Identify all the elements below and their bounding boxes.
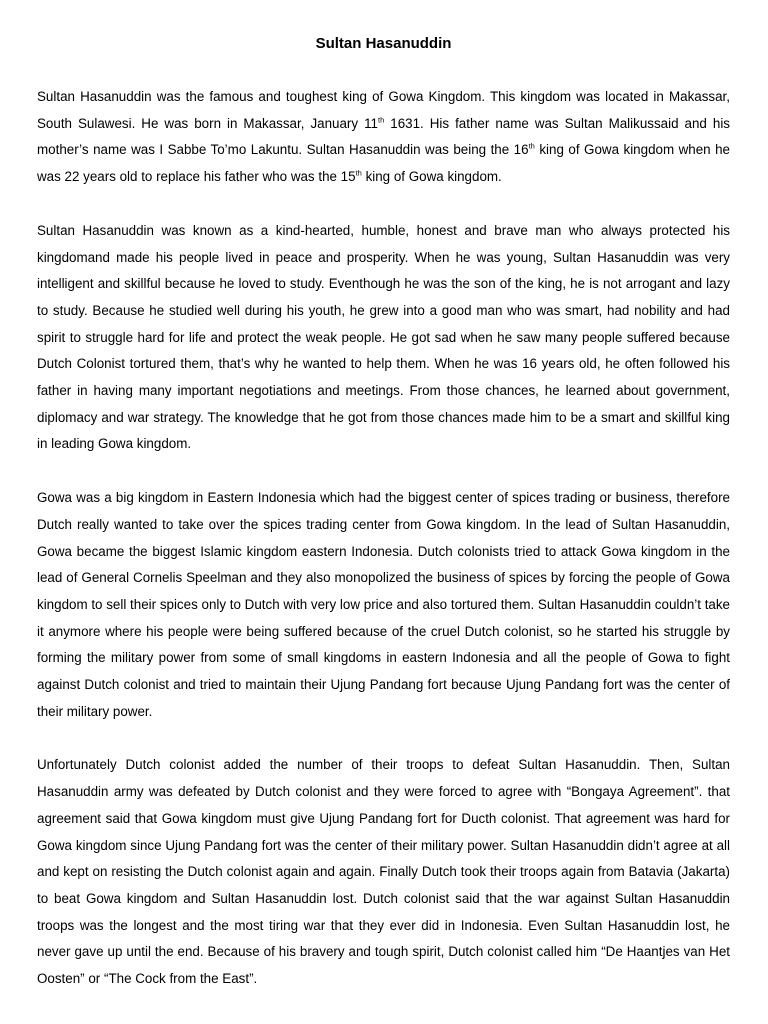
ordinal-suffix-1: th (377, 115, 385, 125)
document-title: Sultan Hasanuddin (315, 35, 452, 52)
paragraph-1-text-4: king of Gowa kingdom. (361, 169, 502, 185)
paragraph-1 (37, 84, 730, 191)
paragraph-1-text-3: king of Gowa kingdom when he was 22 years old to replace his father who was the 15 (37, 142, 730, 185)
ordinal-suffix-3: th (355, 168, 362, 178)
paragraph-1-text-2: 1631. His father name was Sultan Malikussaid and his mother’s name was I Sabbe To’mo Lakuntu. Sultan Hasanuddin was being the 16 (37, 115, 730, 158)
paragraph-3: Gowa was a big kingdom in Eastern Indonesia which had the biggest center of spices trading or business, therefore Dutch really wanted to take over the spices trading center from Gowa kingdom. In the lead of Sultan Hasanuddin, Gowa became the biggest Islamic kingdom eastern Indonesia. Dutch colonists tried to attack Gowa kingdom in the lead of General Cornelis Speelman and they also monopolized the business of spices by forcing the people of Gowa kingdom to sell their spices only to Dutch with very low price and also tortured them. Sultan Hasanuddin couldn’t take it anymore where his people were being suffered because of the cruel Dutch colonist, so he started his struggle by forming the military power from some of small kingdoms in eastern Indonesia and all the people of Gowa to fight against Dutch colonist and tried to maintain their Ujung Pandang fort because Ujung Pandang fort was the center of their military power. (37, 490, 730, 719)
paragraph-4: Unfortunately Dutch colonist added the number of their troops to defeat Sultan Hasanuddin. Then, Sultan Hasanuddin army was defeated by Dutch colonist and they were forced to agree with “Bongaya Agreement”. that agreement said that Gowa kingdom must give Ujung Pandang fort for Ducth colonist. That agreement was hard for Gowa kingdom since Ujung Pandang fort was the center of their military power. Sultan Hasanuddin didn’t agree at all and kept on resisting the Dutch colonist again and again. Finally Dutch took their troops again from Batavia (Jakarta) to beat Gowa kingdom and Sultan Hasanuddin lost. Dutch colonist said that the war against Sultan Hasanuddin troops was the longest and the most tiring war that they ever did in Indonesia. Even Sultan Hasanuddin lost, he never gave up until the end. Because of his bravery and tough spirit, Dutch colonist called him “De Haantjes van Het Oosten” or “The Cock from the East”. (37, 757, 730, 987)
document-page (37, 33, 730, 1020)
paragraph-1-text-1: Sultan Hasanuddin was the famous and toughest king of Gowa Kingdom. This kingdom was located in Makassar, South Sulawesi. He was born in Makassar, January 11 (37, 89, 730, 131)
ordinal-suffix-2: th (528, 141, 535, 151)
paragraph-2: Sultan Hasanuddin was known as a kind-hearted, humble, honest and brave man who always protected his kingdomand made his people lived in peace and prosperity. When he was young, Sultan Hasanuddin was very intelligent and skillful because he loved to study. Eventhough he was the son of the king, he is not arrogant and lazy to study. Because he studied well during his youth, he grew into a good man who was smart, had nobility and had spirit to struggle hard for life and protect the weak people. He got sad when he saw many people suffered because Dutch Colonist tortured them, that’s why he wanted to help them. When he was 16 years old, he often followed his father in having many important negotiations and meetings. From those chances, he learned about government, diplomacy and war strategy. The knowledge that he got from those chances made him to be a smart and skillful king in leading Gowa kingdom. (37, 222, 730, 452)
